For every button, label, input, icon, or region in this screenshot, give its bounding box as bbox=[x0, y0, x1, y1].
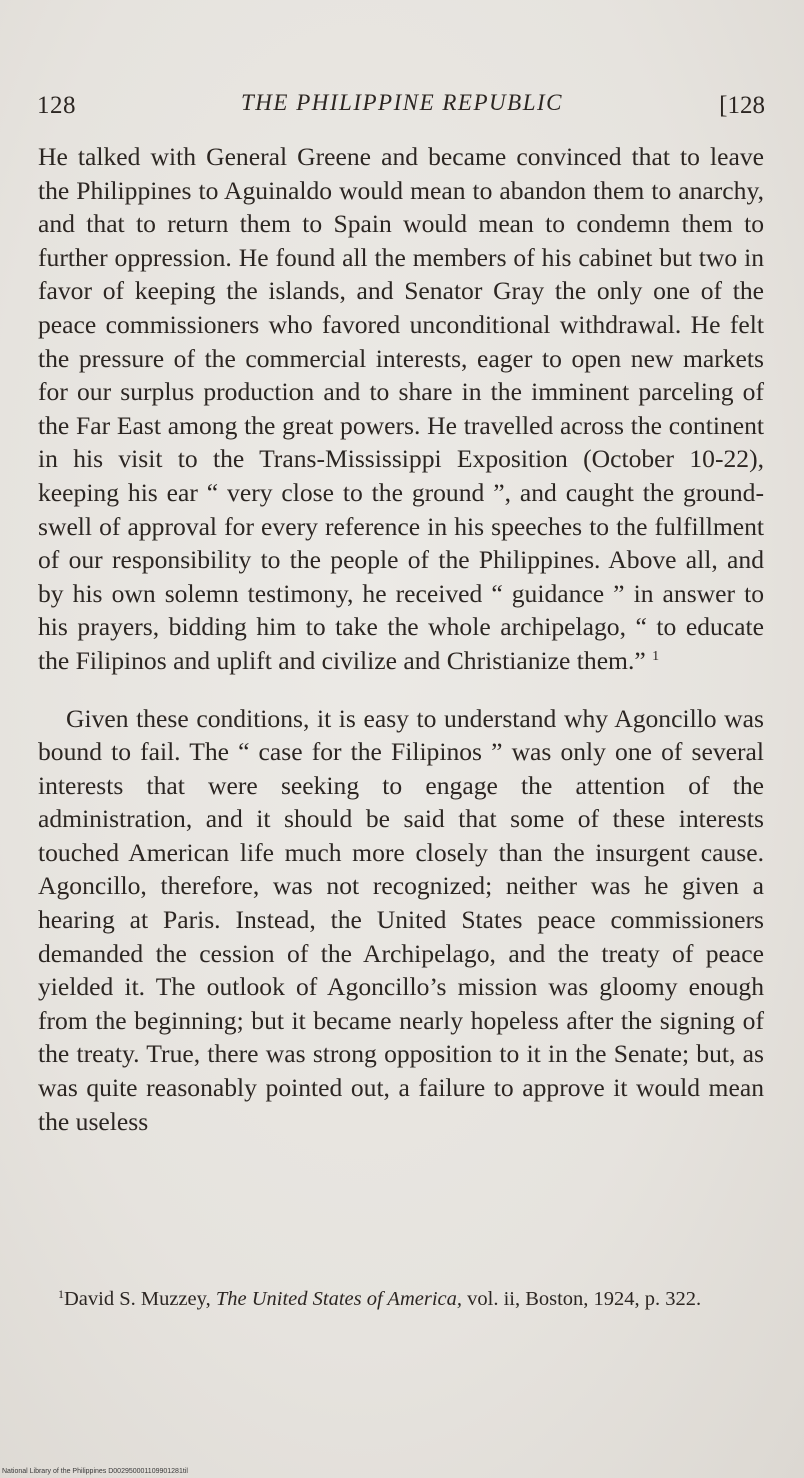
paragraph-1-text: He talked with General Greene and became convinced that to leave the Philippines to Aguinaldo would mean to abandon them to anarchy, and that to return them to Spain would mean to condemn them to further oppression. He found all the members of his cabinet but two in favor of keeping the islands, and Senator Gray the only one of the peace commissioners who favored unconditional withdrawal. He felt the pressure of the commercial interests, eager to open new markets for our surplus production and to share in the imminent parceling of the Far East among the great powers. He travelled across the continent in his visit to the Trans-Mississippi Exposition (October 10-22), keeping his ear “ very close to the ground ”, and caught the ground-swell of approval for every reference in his speeches to the fulfillment of our responsibility to the people of the Philippines. Above all, and by his own solemn testimony, he received “ guidance ” in answer to his prayers, bidding him to take the whole archipelago, “ to educate the Filipinos and uplift and civilize and Christianize them.” bbox=[38, 142, 764, 675]
footnote-reference: 1 bbox=[652, 648, 660, 664]
paragraph-2: Given these conditions, it is easy to understand why Agoncillo was bound to fail. The “ case for the Filipinos ” was only one of several interests that were seeking to engage the attention of the administration, and it should be said that some of these interests touched American life much more closely than the insurgent cause. Agoncillo, therefore, was not recognized; neither was he given a hearing at Paris. Instead, the United States peace commissioners demanded the cession of the Archipelago, and the treaty of peace yielded it. The outlook of Agoncillo’s mission was gloomy enough from the beginning; but it became nearly hopeless after the signing of the treaty. True, there was strong opposition to it in the Senate; but, as was quite reasonably pointed out, a failure to approve it would mean the useless bbox=[38, 703, 764, 1136]
archive-label: National Library of the Philippines D002950001109901281til bbox=[2, 1468, 188, 1475]
footnote-author: David S. Muzzey, bbox=[64, 1288, 211, 1310]
paragraph-1 bbox=[38, 140, 764, 678]
page-number-left: 128 bbox=[37, 92, 76, 119]
running-head bbox=[37, 86, 767, 126]
page-number-right: [128 bbox=[719, 92, 765, 119]
body-text bbox=[38, 140, 764, 1138]
running-title: THE PHILIPPINE REPUBLIC bbox=[241, 90, 563, 115]
footnote-marker: 1 bbox=[58, 1287, 64, 1301]
footnote-book-title: The United States of America, bbox=[215, 1288, 462, 1310]
footnote-citation: vol. ii, Boston, 1924, p. 322. bbox=[467, 1288, 702, 1310]
footnote bbox=[38, 1286, 764, 1313]
